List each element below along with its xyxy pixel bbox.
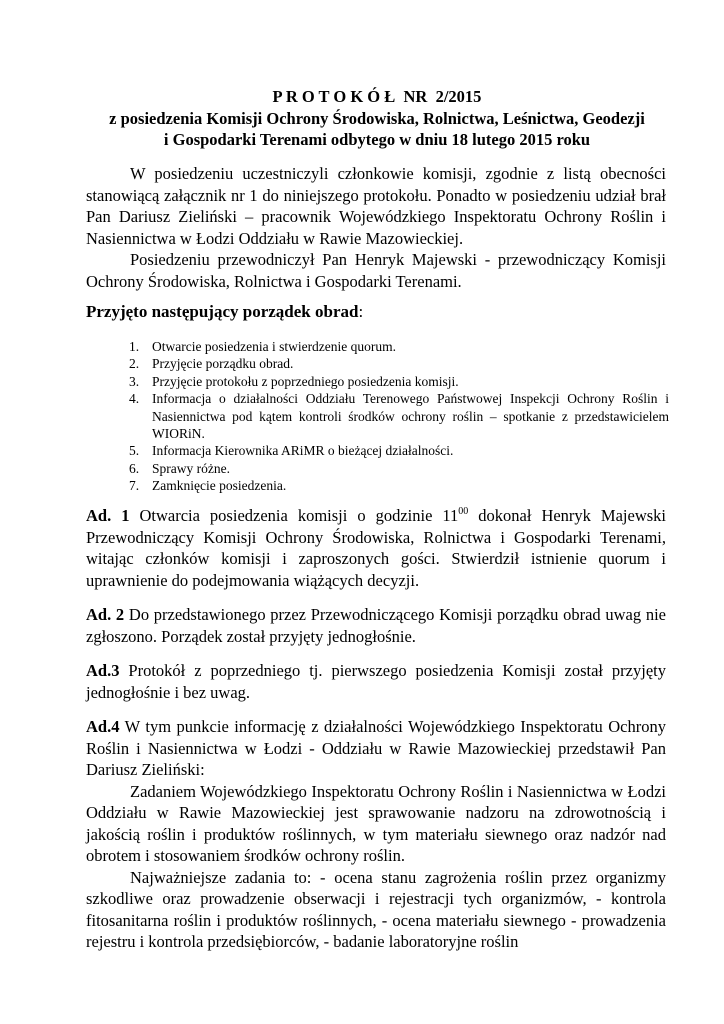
ad1-label: Ad. 1 [86,506,130,525]
ad4-paragraph-2: Zadaniem Wojewódzkiego Inspektoratu Ochrony Roślin i Nasiennictwa w Łodzi Oddziału w Rawie Mazowieckiej jest sprawowanie nadzoru na zdrowotnością i jakością roślin i produktów roślinnych, w tym materiału siewnego oraz nadzór nad obrotem i stosowaniem środków ochrony roślin. [86,781,666,865]
agenda-item-text: Przyjęcie porządku obrad. [152,356,294,372]
ad3-paragraph [86,660,666,703]
agenda-heading-text: Przyjęto następujący porządek obrad [86,302,359,321]
agenda-item [129,390,669,442]
intro-paragraph-1: W posiedzeniu uczestniczyli członkowie komisji, zgodnie z listą obecności stanowiącą załącznik nr 1 do niniejszego protokołu. Ponadto w posiedzeniu udział brał Pan Dariusz Zieliński – pracownik Wojewódzkiego Inspektoratu Ochrony Roślin i Nasiennictwa w Łodzi Oddziału w Rawie Mazowieckiej. [86,164,666,248]
agenda-item-number: 7. [129,478,140,494]
ad1-paragraph [86,505,666,591]
ad1-text-after: dokonał Henryk Majewski Przewodniczący Komisji Ochrony Środowiska, Rolnictwa i Gospodarki Terenami, witając członków komisji i zaproszonych gości. Stwierdził istnienie quorum i uprawnienie do podejmowania wiążących decyzji. [86,506,666,590]
protocol-subtitle-line-1: z posiedzenia Komisji Ochrony Środowiska, Rolnictwa, Leśnictwa, Geodezji [109,108,645,128]
intro-paragraph-2: Posiedzeniu przewodniczył Pan Henryk Majewski - przewodniczący Komisji Ochrony Środowiska, Rolnictwa i Gospodarki Terenami. [86,250,666,291]
agenda-item-text: Informacja Kierownika ARiMR o bieżącej działalności. [152,443,454,459]
agenda-item-text: Otwarcie posiedzenia i stwierdzenie quorum. [152,339,397,354]
agenda-item [129,442,669,459]
agenda-heading [86,301,363,323]
agenda-heading-colon: : [358,302,364,321]
ad1-section [86,505,666,591]
agenda-item-text: Sprawy różne. [152,460,230,476]
agenda-item-text: Zamknięcie posiedzenia. [152,478,287,494]
ad1-time-superscript: 00 [458,506,469,517]
ad3-label: Ad.3 [86,661,120,680]
ad2-text: Do przedstawionego przez Przewodniczącego Komisji porządku obrad uwag nie zgłoszono. Porządek został przyjęty jednogłośnie. [86,605,666,646]
ad2-paragraph [86,604,666,647]
agenda-item-number: 1. [129,339,140,354]
agenda-item [129,460,669,477]
ad4-label: Ad.4 [86,717,120,736]
ad2-section [86,604,666,647]
agenda-list [129,338,669,495]
ad4-paragraph-3: Najważniejsze zadania to: - ocena stanu zagrożenia roślin przez organizmy szkodliwe oraz prowadzenie obserwacji i rejestracji tych organizmów, - kontrola fitosanitarna roślin i produktów roślinnych, - ocena materiału siewnego - prowadzenia rejestru i kontrola przedsiębiorców, - badanie laboratoryjne roślin [86,867,666,951]
agenda-item [129,355,669,372]
agenda-item-number: 5. [129,443,140,459]
ad4-text: W tym punkcie informację z działalności Wojewódzkiego Inspektoratu Ochrony Roślin i Nasiennictwa w Łodzi - Oddziału w Rawie Mazowieckiej przedstawił Pan Dariusz Zieliński: [86,717,666,779]
ad4-section [86,716,666,953]
intro-section [86,163,666,292]
agenda-item [129,477,669,494]
agenda-item-number: 3. [129,373,140,389]
agenda-item-text: Informacja o działalności Oddziału Terenowego Państwowej Inspekcji Ochrony Roślin i Nasiennictwa pod kątem kontroli środków ochrony roślin – spotkanie z przedstawicielem WIORiN. [152,391,669,442]
agenda-item-number: 4. [129,391,140,407]
agenda-item [129,373,669,390]
ad3-section [86,660,666,703]
ad1-text-before: Otwarcia posiedzenia komisji o godzinie 11 [129,506,459,525]
ad2-label: Ad. 2 [86,605,125,624]
agenda-item [129,338,669,355]
agenda-item-number: 6. [129,460,140,476]
agenda-item-text: Przyjęcie protokołu z poprzedniego posiedzenia komisji. [152,373,459,389]
ad4-paragraph-1 [86,716,666,781]
protocol-title: P R O T O K Ó Ł NR 2/2015 [272,87,482,106]
document-header [86,86,668,151]
agenda-item-number: 2. [129,356,140,372]
ad3-text: Protokół z poprzedniego tj. pierwszego posiedzenia Komisji został przyjęty jednogłośnie i bez uwag. [86,661,666,702]
protocol-subtitle-line-2: i Gospodarki Terenami odbytego w dniu 18 lutego 2015 roku [163,130,591,149]
